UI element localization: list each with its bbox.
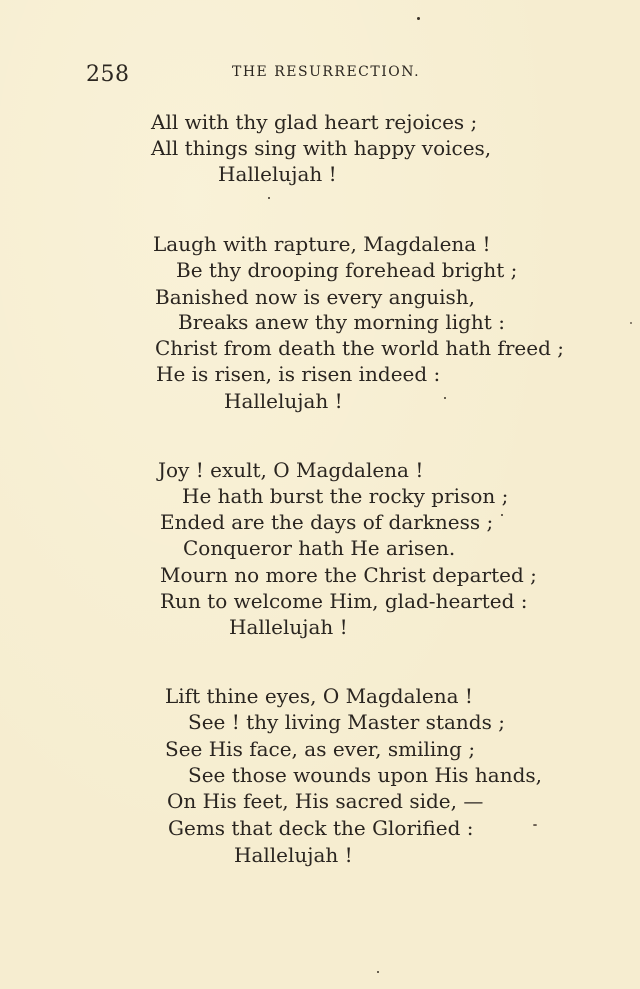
poem-line: Lift thine eyes, O Magdalena ! (165, 684, 473, 708)
poem-line: Mourn no more the Christ departed ; (160, 563, 537, 587)
poem-line: Ended are the days of darkness ; (160, 510, 494, 534)
poem-line: See ! thy living Master stands ; (188, 710, 505, 734)
poem-line: Laugh with rapture, Magdalena ! (153, 232, 491, 256)
paper-speck (630, 322, 632, 324)
refrain-line: Hallelujah ! (224, 389, 343, 413)
refrain-line: Hallelujah ! (229, 615, 348, 639)
poem-line: Christ from death the world hath freed ; (155, 336, 564, 360)
poem-line: Gems that deck the Glorified : (168, 816, 474, 840)
paper-speck (268, 197, 270, 199)
poem-line: See His face, as ever, smiling ; (165, 737, 476, 761)
poem-line: Run to welcome Him, glad-hearted : (160, 589, 528, 613)
poem-line: See those wounds upon His hands, (188, 763, 543, 787)
poem-line: He is risen, is risen indeed : (156, 362, 441, 386)
refrain-line: Hallelujah ! (234, 843, 353, 867)
paper-speck (444, 397, 446, 399)
page-number: 258 (86, 62, 130, 87)
paper-speck (377, 971, 379, 973)
paper-speck (417, 17, 420, 20)
poem-line: Conqueror hath He arisen. (183, 536, 456, 560)
paper-speck (533, 824, 537, 826)
poem-line: Joy ! exult, O Magdalena ! (158, 458, 424, 482)
paper-speck (501, 514, 503, 516)
refrain-line: Hallelujah ! (218, 162, 337, 186)
running-title: THE RESURRECTION. (232, 64, 421, 80)
poem-line: All with thy glad heart rejoices ; (151, 110, 478, 134)
poem-line: Banished now is every anguish, (155, 285, 476, 309)
poem-line: On His feet, His sacred side, — (167, 789, 484, 813)
poem-line: Be thy drooping forehead bright ; (176, 258, 518, 282)
poem-line: He hath burst the rocky prison ; (182, 484, 509, 508)
poem-line: Breaks anew thy morning light : (178, 310, 505, 334)
poem-line: All things sing with happy voices, (151, 136, 492, 160)
